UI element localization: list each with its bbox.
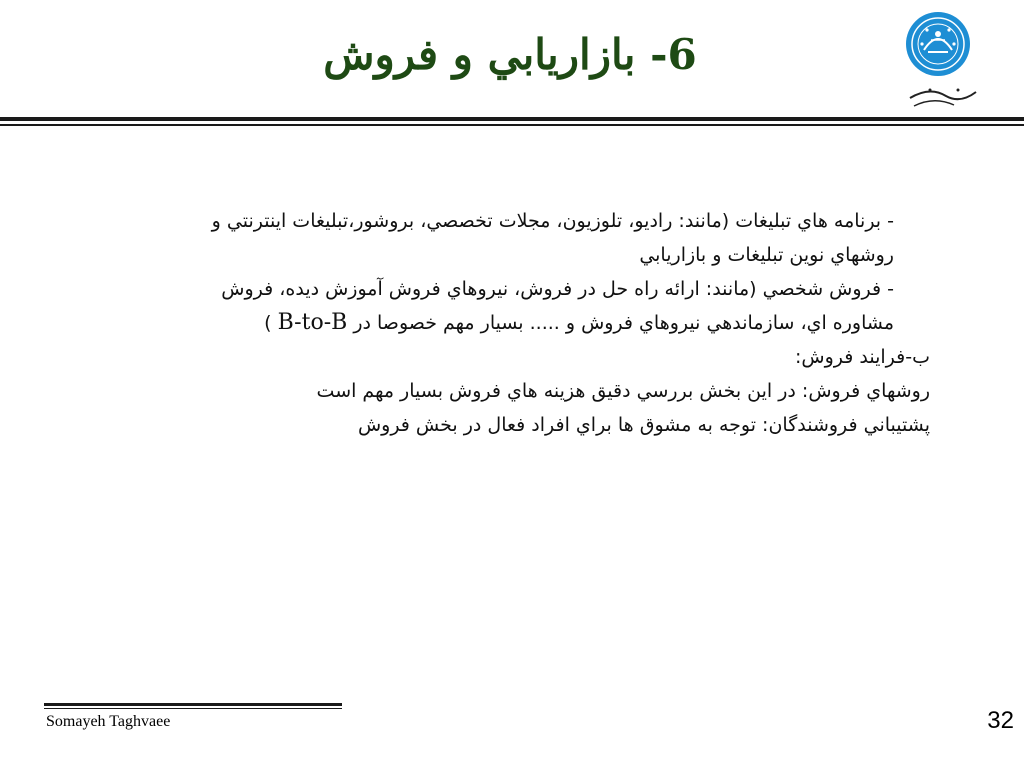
- bullet-advertising-line-2: روشهاي نوين تبليغات و بازاريابي: [639, 244, 894, 266]
- footer-author: Somayeh Taghvaee: [46, 713, 171, 730]
- b-to-b-term: B-to-B: [277, 310, 348, 335]
- bullet-personal-selling-line-1: - فروش شخصي (مانند: ارائه راه حل در فروش، نيروهاي فروش آموزش ديده، فروش: [221, 278, 894, 300]
- page-number: 32: [987, 707, 1014, 734]
- sales-support-line: پشتيباني فروشندگان: توجه به مشوق ها براي افراد فعال در بخش فروش: [357, 414, 930, 436]
- sales-process-heading: ب-فرايند فروش:: [795, 346, 930, 368]
- footer-divider-thin: [44, 708, 342, 709]
- bullet-advertising: [34, 204, 930, 272]
- bullet-personal-selling-line-2-text: مشاوره اي، سازماندهي نيروهاي فروش و ..... بسيار مهم خصوصا در: [353, 312, 894, 334]
- university-logo: [900, 6, 988, 114]
- slide-title: 6- بازاريابي و فروش: [323, 30, 697, 79]
- bullet-advertising-line-1: - برنامه هاي تبليغات (مانند: راديو، تلوزيون، مجلات تخصصي، بروشور،تبليغات اينترنتي و: [211, 210, 894, 232]
- header-divider-thick: [0, 117, 1024, 121]
- slide-body: [34, 204, 930, 442]
- closing-parenthesis: ): [264, 312, 272, 334]
- footer-divider-thick: [44, 703, 342, 706]
- sales-methods-line: روشهاي فروش: در اين بخش بررسي دقيق هزينه هاي فروش بسيار مهم است: [316, 380, 930, 402]
- bullet-personal-selling: [34, 272, 930, 340]
- bullet-personal-selling-line-2: [34, 306, 894, 340]
- university-of-tehran-seal-icon: [900, 6, 988, 114]
- header-divider-thin: [0, 124, 1024, 126]
